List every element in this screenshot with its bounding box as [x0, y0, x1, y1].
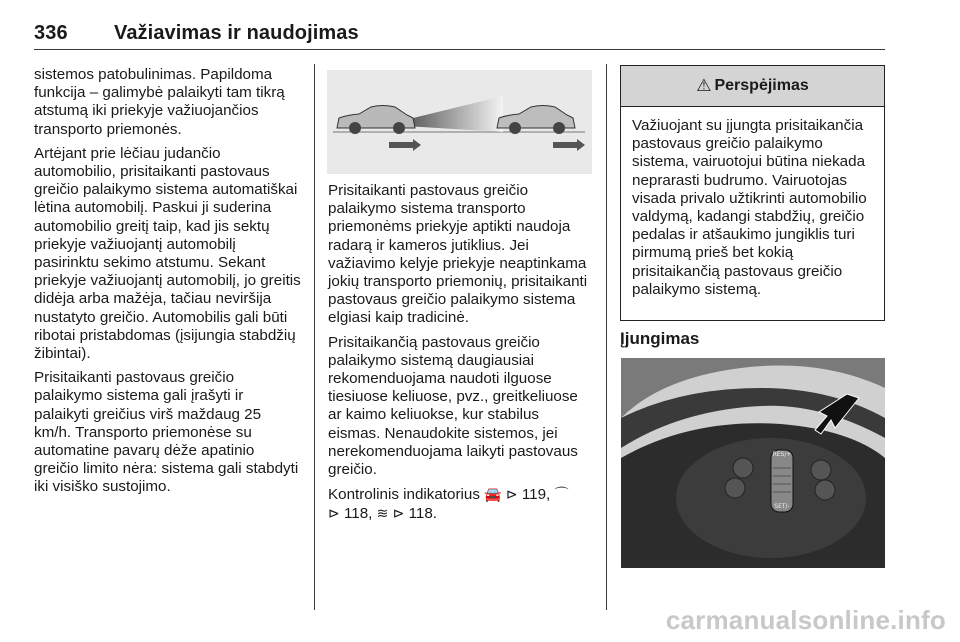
radar-illustration [327, 70, 592, 174]
page-ref[interactable]: 118, [343, 505, 373, 523]
paragraph: Prisitaikančią pastovaus greičio palaikymo sistemą daugiausiai rekomenduojama naudoti ilguose tiesiuose keliuose, pvz., greitkeliuose ar kaimo keliuokse, kur stabilus eismas. Nenaudokite sistemos, jei nerekomenduojama laikyti pastovaus greičio. [328, 333, 578, 479]
indicator-references: Kontrolinis indikatorius 🚘 ⊳ 119, ⌒ ⊳ 118, ≋ ⊳ 118. [328, 486, 569, 523]
distance-indicator-icon: ≋ [376, 505, 389, 522]
car-indicator-icon: 🚘 [484, 486, 502, 503]
header-divider [34, 49, 885, 50]
warning-text: Važiuojant su įjungta prisitaikančia pastovaus greičio palaikymo sistema, vairuotojui būtina niekada neprarasti budrumo. Vairuotojas visada privalo užtikrinti automobilio valdymą, kadangi stabdžių, greičio pedalas ir atšaukimo jungiklis turi pirmumą prieš bet kokią prisitaikančią pastovaus greičio palaikymo sistemą. [632, 117, 867, 298]
page-ref[interactable]: 118. [408, 505, 438, 523]
paragraph: Prisitaikanti pastovaus greičio palaikymo sistema transporto priemonėms priekyje aptikti naudoja radarą ir kameros jutiklius. Jei važiavimo kelyje priekyje neaptinkama jokių transporto priemonių, prisitaikanti pastovaus greičio palaikymo sistema elgiasi kaip tradicinė. [328, 182, 588, 327]
paragraph: sistemos patobulinimas. Papildoma funkcija – galimybė palaikyti tam tikrą atstumą iki priekyje važiuojančios transporto priemonės. [34, 66, 285, 138]
page-ref[interactable]: 119, [521, 486, 551, 504]
paragraph: Artėjant prie lėčiau judančio automobilio, prisitaikanti pastovaus greičio palaikymo sistema automatiškai lėtina automobilį. Paskui ji suderina automobilio greitį taip, kad jis sektų priekyje važiuojantį automobilį pasirinktu sekimo atstumu. Sekant priekyje važiuojantį automobilį, jo greitis didėja arba mažėja, tačiau neviršija nustatyto greičio. Automobilis gali būti ribotai pristabdomas (įsijungia stabdžių žibintai). [34, 144, 301, 363]
page-ref-arrow-icon: ⊳ [328, 505, 340, 522]
column-divider-2 [606, 64, 607, 610]
steering-wheel-icon [621, 358, 885, 568]
steering-wheel-illustration [621, 358, 885, 568]
warning-title: Perspėjimas [714, 77, 809, 94]
section-title: Įjungimas [620, 329, 700, 348]
column-2 [328, 182, 593, 530]
watermark: carmanualsonline.info [665, 605, 946, 635]
res-button-label: RES/+ [772, 451, 792, 458]
paragraph: Prisitaikanti pastovaus greičio palaikymo sistema gali įrašyti ir palaikyti greičius virš maždaug 25 km/h. Transporto priemonėse su automatine pavarų dėže apatinio greičio limito nėra: sistema gali stabdyti iki visiško sustojimo. [34, 369, 299, 496]
column-1 [34, 66, 302, 503]
page-number: 336 [34, 22, 68, 44]
warning-header [621, 66, 884, 107]
page-ref-arrow-icon: ⊳ [392, 505, 405, 522]
set-button-label: SET/- [774, 503, 790, 510]
warning-box [620, 65, 885, 321]
cruise-indicator-icon: ⌒ [554, 486, 569, 503]
page-ref-arrow-icon: ⊳ [505, 486, 518, 503]
warning-icon: ⚠ [696, 76, 712, 95]
page-title: Važiavimas ir naudojimas [114, 22, 359, 44]
car-radar-icon [327, 70, 592, 174]
page-header [34, 22, 359, 45]
column-divider-1 [314, 64, 315, 610]
